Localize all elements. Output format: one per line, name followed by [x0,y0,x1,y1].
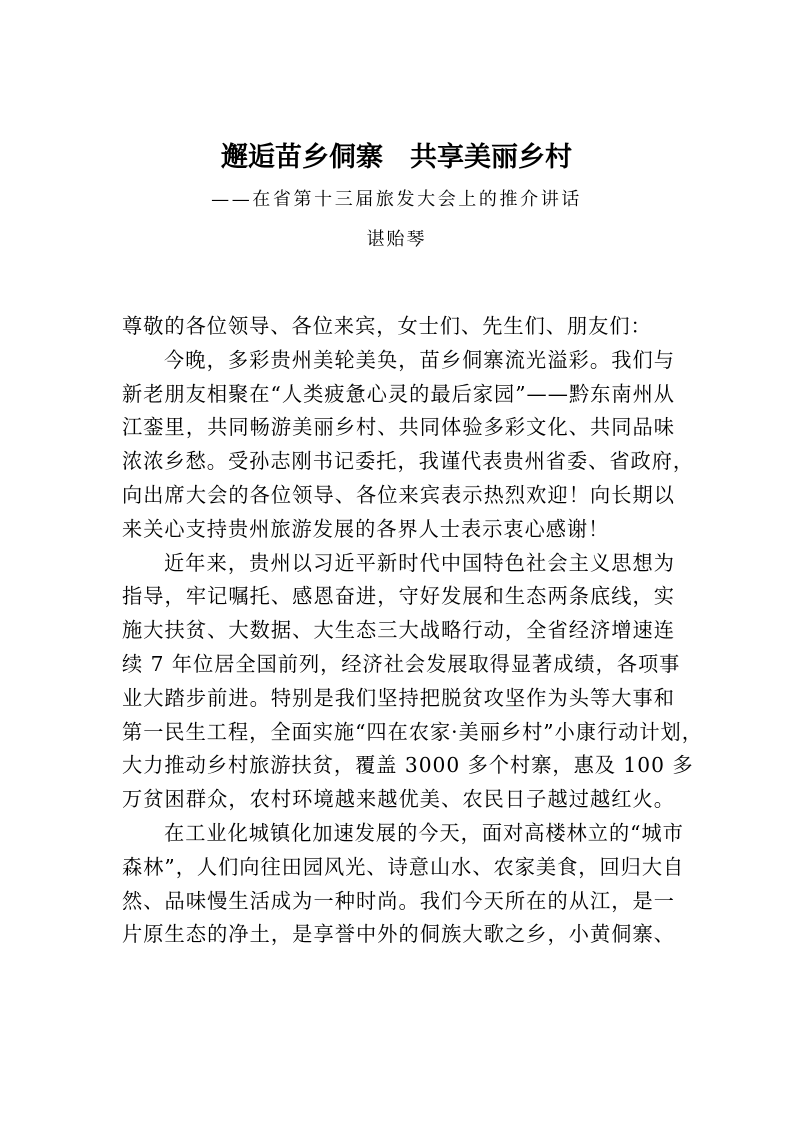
body-text-line: 第一民生工程，全面实施“四在农家·美丽乡村”小康行动计划， [122,719,703,744]
body-text-line: 森林”，人们向往田园风光、诗意山水、农家美食，回归大自 [122,854,685,879]
body-text-line: 向出席大会的各位领导、各位来宾表示热烈欢迎！向长期以 [122,482,675,507]
document-title: 邂逅苗乡侗寨 共享美丽乡村 [221,142,572,173]
body-text-line: 指导，牢记嘱托、感恩奋进，守好发展和生态两条底线，实 [122,584,675,609]
body-text-line: 尊敬的各位领导、各位来宾，女士们、先生们、朋友们： [122,314,652,338]
body-text-line: 在工业化城镇化加速发展的今天，面对高楼林立的“城市 [164,820,684,845]
body-text-line: 万贫困群众，农村环境越来越优美、农民日子越过越红火。 [122,787,675,812]
document-author: 谌贻琴 [366,229,427,250]
body-text-line: 大力推动乡村旅游扶贫，覆盖 3000 多个村寨，惠及 100 多 [122,753,694,778]
body-text-line: 续 7 年位居全国前列，经济社会发展取得显著成绩，各项事 [122,651,681,676]
body-text-line: 片原生态的净土，是享誉中外的侗族大歌之乡，小黄侗寨、 [122,922,675,947]
body-text-line: 今晚，多彩贵州美轮美奂，苗乡侗寨流光溢彩。我们与 [164,347,675,372]
body-text-line: 施大扶贫、大数据、大生态三大战略行动，全省经济增速连 [122,618,675,643]
body-text-line: 浓浓乡愁。受孙志刚书记委托，我谨代表贵州省委、省政府， [122,449,695,474]
body-text-line: 业大踏步前进。特别是我们坚持把脱贫攻坚作为头等大事和 [122,685,675,710]
body-text-line: 然、品味慢生活成为一种时尚。我们今天所在的从江，是一 [122,888,675,913]
document-body [122,310,703,952]
body-text-line: 江銮里，共同畅游美丽乡村、共同体验多彩文化、共同品味 [122,415,675,440]
body-text-line: 新老朋友相聚在“人类疲惫心灵的最后家园”——黔东南州从 [122,381,675,406]
document-subtitle: ——在省第十三届旅发大会上的推介讲话 [211,189,582,210]
body-text-line: 来关心支持贵州旅游发展的各界人士表示衷心感谢！ [122,516,610,541]
body-text-line: 近年来，贵州以习近平新时代中国特色社会主义思想为 [164,550,675,575]
